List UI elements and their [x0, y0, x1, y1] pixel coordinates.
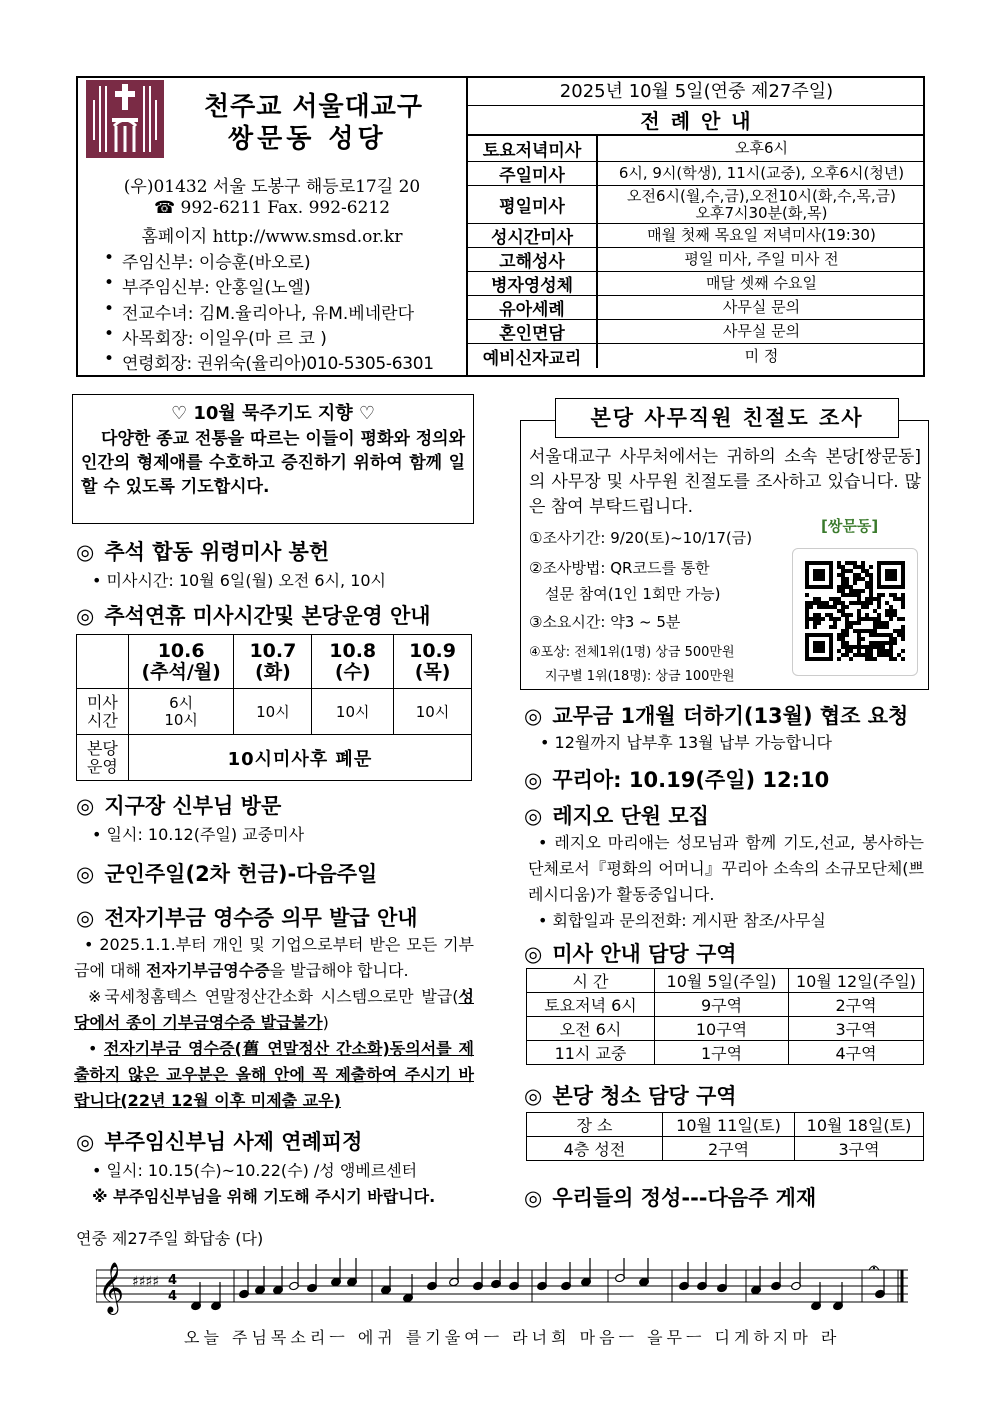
qr-code-icon[interactable] — [792, 548, 918, 676]
survey-prize-detail: 지구별 1위(18명): 상금 100만원 — [545, 669, 735, 684]
survey-prize: ④포상: 전체1위(1명) 상금 500만원 — [529, 645, 735, 660]
cell-office-closed: 10시미사후 폐문 — [128, 735, 471, 781]
section-memorial-mass: ◎ 추석 합동 위령미사 봉헌 — [76, 540, 330, 564]
section-dean-visit: ◎ 지구장 신부님 방문 — [76, 794, 282, 818]
liturgy-row — [468, 248, 925, 272]
col-10-8: 10.8 (수) — [312, 635, 394, 689]
liturgy-row — [468, 344, 925, 368]
retreat-date: • 일시: 10.15(수)~10.22(수) /성 앵베르센터 — [92, 1161, 418, 1180]
rosary-title: ♡ 10월 묵주기도 지향 ♡ — [170, 403, 376, 424]
survey-method-detail: 설문 참여(1인 1회만 가능) — [545, 585, 721, 603]
survey-tag: [쌍문동] — [821, 517, 879, 535]
svg-text:♯♯♯♯: ♯♯♯♯ — [132, 1274, 160, 1290]
staff-sisters: • 전교수녀: 김M.율리아나, 유M.베네란다 — [122, 299, 414, 324]
section-holiday-schedule: ◎ 추석연휴 미사시간및 본당운영 안내 — [76, 604, 431, 628]
church-dues-note: • 12월까지 납부후 13월 납부 가능합니다 — [540, 733, 832, 752]
psalm-lyrics: 오늘 주님목소리ㅡ 에귀 를기울여ㅡ 라너희 마음ㅡ 을무ㅡ 디게하지마 라 — [184, 1328, 841, 1347]
homepage — [78, 222, 466, 247]
liturgy-row — [468, 296, 925, 320]
liturgy-row — [468, 162, 925, 186]
liturgy-row-name: 혼인면담 — [468, 320, 598, 343]
cell-mass-10-9: 10시 — [394, 689, 472, 735]
rosary-body: 다양한 종교 전통을 따르는 이들이 평화와 정의와 인간의 형제애를 수호하고 증진하기 위하여 함께 일할 수 있도록 기도합시다. — [81, 429, 465, 497]
liturgy-row — [468, 320, 925, 344]
memorial-mass-time: • 미사시간: 10월 6일(월) 오전 6시, 10시 — [92, 571, 387, 590]
address: (우)01432 서울 도봉구 해등로17길 20 — [123, 177, 421, 197]
liturgy-title: 전 례 안 내 — [468, 106, 925, 136]
table-row: 오전 6시 10구역 3구역 — [527, 1017, 924, 1041]
liturgy-row-value: 미 정 — [744, 346, 779, 365]
retreat-note: ※ 부주임신부님을 위해 기도해 주시기 바랍니다. — [92, 1187, 436, 1206]
section-cleaning: ◎ 본당 청소 담당 구역 — [524, 1084, 737, 1108]
liturgy-row-name: 예비신자교리 — [468, 344, 598, 368]
psalm-label: 연중 제27주일 화답송 (다) — [76, 1229, 264, 1248]
liturgy-row-value: 사무실 문의 — [722, 322, 801, 340]
cell-mass-10-8: 10시 — [312, 689, 394, 735]
col-10-6: 10.6 (추석/월) — [128, 635, 234, 689]
phone: ☎ 992-6211 Fax. 992-6212 — [153, 198, 391, 218]
liturgy-row — [468, 272, 925, 296]
table-row: 토요저녁 6시 9구역 2구역 — [527, 993, 924, 1017]
dean-visit-date: • 일시: 10.12(주일) 교중미사 — [92, 825, 305, 844]
survey-period: ①조사기간: 9/20(토)~10/17(금) — [529, 529, 753, 547]
liturgy-row-value: 매달 셋째 수요일 — [706, 274, 817, 292]
cell-mass-10-6: 6시 10시 — [128, 689, 234, 735]
table-row: 11시 교중 1구역 4구역 — [527, 1041, 924, 1065]
holiday-schedule-table — [76, 634, 472, 781]
staff-pastor: • 주임신부: 이승훈(바오로) — [122, 248, 311, 273]
liturgy-row-value: 6시, 9시(학생), 11시(교중), 오후6시(청년) — [618, 164, 905, 182]
header-box — [76, 76, 925, 377]
parish-logo — [86, 80, 164, 158]
section-mass-guide: ◎ 미사 안내 담당 구역 — [524, 942, 737, 966]
section-military-sunday: ◎ 군인주일(2차 헌금)-다음주일 — [76, 862, 378, 886]
liturgy-row-name: 평일미사 — [468, 186, 598, 223]
section-retreat: ◎ 부주임신부님 사제 연례피정 — [76, 1130, 363, 1154]
section-donation-receipt: ◎ 전자기부금 영수증 의무 발급 안내 — [76, 906, 418, 930]
legio-body: • 레지오 마리애는 성모님과 함께 기도,선교, 봉사하는 단체로서『평화의 어머니』꾸리아 소속의 소규모단체(쁘레시디움)가 활동중입니다. • 회합일과 문의전화: 게시판 참조/사무실 — [528, 833, 924, 930]
staff-funeral: • 연령회장: 권위숙(율리아)010-5305-6301 — [122, 349, 434, 374]
survey-title: 본당 사무직원 친절도 조사 — [555, 398, 899, 438]
liturgy-row-name: 병자영성체 — [468, 272, 598, 295]
liturgy-row-name: 유아세례 — [468, 296, 598, 319]
survey-method: ②조사방법: QR코드를 통한 — [529, 559, 710, 577]
homepage-link[interactable]: 홈페이지 http://www.smsd.or.kr — [141, 227, 403, 247]
liturgy-row-value: 사무실 문의 — [722, 298, 801, 316]
section-curia: ◎ 꾸리아: 10.19(주일) 12:10 — [524, 768, 830, 792]
row-label-mass: 미사 시간 — [77, 689, 129, 735]
cleaning-table: 장 소 10월 11일(토) 10월 18일(토) 4층 성전 2구역 3구역 — [526, 1112, 924, 1161]
org-name-line2: 쌍문동 성당 — [228, 124, 387, 154]
svg-text:4: 4 — [168, 1273, 178, 1288]
svg-text:4: 4 — [168, 1289, 178, 1304]
liturgy-row — [468, 136, 925, 162]
survey-duration: ③소요시간: 약3 ~ 5분 — [529, 613, 681, 631]
liturgy-row-name: 주일미사 — [468, 162, 598, 185]
svg-text:𝄞: 𝄞 — [98, 1262, 125, 1313]
col-10-7: 10.7 (화) — [234, 635, 312, 689]
cell-mass-10-7: 10시 — [234, 689, 312, 735]
section-offering: ◎ 우리들의 정성---다음주 게재 — [524, 1186, 817, 1210]
liturgy-row-name: 토요저녁미사 — [468, 136, 598, 161]
liturgy-row-name: 고해성사 — [468, 248, 598, 271]
liturgy-row-name: 성시간미사 — [468, 224, 598, 247]
liturgy-row — [468, 224, 925, 248]
section-church-dues: ◎ 교무금 1개월 더하기(13월) 협조 요청 — [524, 704, 909, 728]
donation-receipt-body: • 2025.1.1.부터 개인 및 기업으로부터 받은 모든 기부금에 대해 전자기부금영수증을 발급해야 합니다. ※국세청홈텍스 연말정산간소화 시스템으로만 발급(성당에서 종이 기부금영수증 발급불가) • 전자기부금 영수증(舊 연말정산 간소화)동의서를 제출하지 않은 교우분은 올해 안에 꼭 제출하여 주시기 바랍니다(22년 12월 이후 미제출 교우) — [74, 935, 474, 1110]
rosary-box — [72, 394, 474, 524]
liturgy-row-value: 매월 첫째 목요일 저녁미사(19:30) — [647, 226, 876, 244]
staff-council: • 사목회장: 이일우(마 르 코 ) — [122, 324, 327, 349]
liturgy-panel — [466, 78, 925, 375]
liturgy-row-value: 오전6시(월,수,금),오전10시(화,수,목,금) 오후7시30분(화,목) — [626, 186, 897, 222]
survey-body: 서울대교구 사무처에서는 귀하의 소속 본당[쌍문동]의 사무장 및 사무원 친절도를 조사하고 있습니다. 많은 참여 부탁드립니다. — [529, 447, 921, 517]
org-name-line1: 천주교 서울대교구 — [204, 92, 423, 122]
col-10-9: 10.9 (목) — [394, 635, 472, 689]
liturgy-row-value: 평일 미사, 주일 미사 전 — [684, 250, 839, 268]
liturgy-date: 2025년 10월 5일(연중 제27주일) — [468, 78, 925, 106]
section-legio: ◎ 레지오 단원 모집 — [524, 804, 709, 828]
mass-guide-table: 시 간 10월 5일(주일) 10월 12일(주일) 토요저녁 6시 9구역 2구역 오전 6시 10구역 3구역 11시 교중 1구역 4구역 — [526, 968, 924, 1065]
row-label-office: 본당 운영 — [77, 735, 129, 781]
liturgy-row — [468, 186, 925, 224]
staff-assistant: • 부주임신부: 안홍일(노엘) — [122, 273, 311, 298]
liturgy-row-value: 오후6시 — [734, 139, 788, 157]
table-row: 4층 성전 2구역 3구역 — [527, 1137, 924, 1161]
